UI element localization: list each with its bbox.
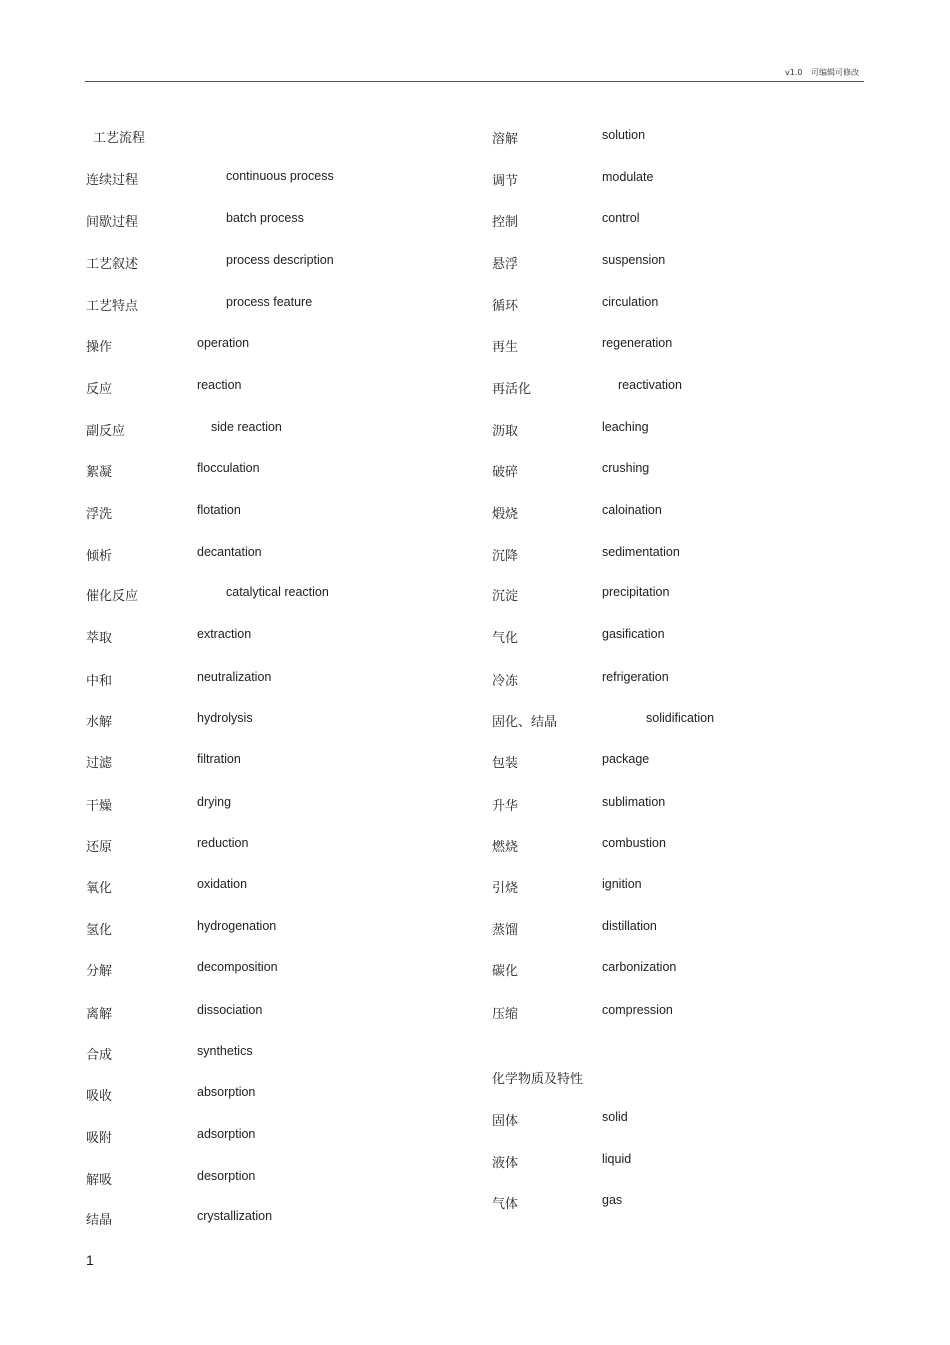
- term-en: combustion: [602, 836, 666, 850]
- term-zh: 中和: [86, 674, 113, 689]
- term-zh: 离解: [86, 1007, 113, 1022]
- term-en: compression: [602, 1003, 673, 1017]
- term-zh: 萃取: [86, 631, 113, 646]
- term-zh: 气体: [492, 1197, 519, 1212]
- term-zh: 吸附: [86, 1131, 113, 1146]
- term-en: package: [602, 752, 650, 766]
- term-en: flotation: [197, 503, 241, 517]
- term-zh: 煅烧: [492, 507, 519, 522]
- term-zh: 水解: [86, 715, 113, 730]
- term-en: modulate: [602, 170, 654, 184]
- term-zh: 控制: [492, 215, 519, 230]
- term-en: solidification: [646, 711, 715, 725]
- term-en: filtration: [197, 752, 241, 766]
- version-label: v1.0: [784, 68, 803, 77]
- term-en: suspension: [602, 253, 666, 267]
- left-section-title: 工艺流程: [93, 131, 146, 146]
- term-zh: 吸收: [86, 1089, 113, 1104]
- term-zh: 工艺特点: [86, 299, 139, 314]
- term-zh: 循环: [492, 299, 519, 314]
- term-en: decantation: [197, 545, 262, 559]
- right-section-title: 化学物质及特性: [492, 1072, 584, 1087]
- term-zh: 倾析: [86, 549, 113, 564]
- term-zh: 气化: [492, 631, 519, 646]
- term-zh: 悬浮: [492, 257, 519, 272]
- term-en: oxidation: [197, 877, 248, 891]
- term-en: ignition: [602, 877, 642, 891]
- term-en: operation: [197, 336, 250, 350]
- term-en: absorption: [197, 1085, 256, 1099]
- term-zh: 调节: [492, 174, 519, 189]
- term-en: crystallization: [197, 1209, 273, 1223]
- term-en: precipitation: [602, 585, 670, 599]
- term-zh: 催化反应: [86, 589, 139, 604]
- term-zh: 分解: [86, 964, 113, 979]
- term-en: batch process: [226, 211, 304, 225]
- term-zh: 合成: [86, 1048, 113, 1063]
- term-zh: 操作: [86, 340, 113, 355]
- term-en: catalytical reaction: [226, 585, 329, 599]
- term-zh: 连续过程: [86, 173, 139, 188]
- term-zh: 结晶: [86, 1213, 113, 1228]
- term-en: reactivation: [618, 378, 682, 392]
- term-zh: 溶解: [492, 132, 519, 147]
- term-zh: 升华: [492, 799, 519, 814]
- term-zh: 再生: [492, 340, 519, 355]
- term-en: side reaction: [211, 420, 282, 434]
- editable-note: 可编辑可修改: [811, 68, 859, 77]
- term-zh: 絮凝: [86, 465, 113, 480]
- term-zh: 还原: [86, 840, 113, 855]
- term-en: regeneration: [602, 336, 673, 350]
- term-zh: 浮洗: [86, 507, 113, 522]
- term-en: carbonization: [602, 960, 677, 974]
- term-zh: 冷冻: [492, 674, 519, 689]
- page-number: 1: [86, 1252, 94, 1268]
- term-zh: 氢化: [86, 923, 113, 938]
- term-en: control: [602, 211, 640, 225]
- term-en: leaching: [602, 420, 649, 434]
- header-rule: [85, 81, 864, 82]
- term-en: flocculation: [197, 461, 260, 475]
- term-zh: 过滤: [86, 756, 113, 771]
- term-zh: 解吸: [86, 1173, 113, 1188]
- term-en: drying: [197, 795, 232, 809]
- term-zh: 间歇过程: [86, 215, 139, 230]
- term-en: extraction: [197, 627, 252, 641]
- term-en: caloination: [602, 503, 662, 517]
- term-en: synthetics: [197, 1044, 253, 1058]
- term-en: desorption: [197, 1169, 256, 1183]
- term-en: reduction: [197, 836, 249, 850]
- term-en: neutralization: [197, 670, 272, 684]
- term-zh: 副反应: [86, 424, 126, 439]
- term-zh: 蒸馏: [492, 923, 519, 938]
- term-en: continuous process: [226, 169, 334, 183]
- term-zh: 沥取: [492, 424, 519, 439]
- term-en: gasification: [602, 627, 665, 641]
- term-zh: 沉淀: [492, 589, 519, 604]
- term-en: process description: [226, 253, 334, 267]
- term-en: adsorption: [197, 1127, 256, 1141]
- term-zh: 引烧: [492, 881, 519, 896]
- term-zh: 沉降: [492, 549, 519, 564]
- term-en: solution: [602, 128, 646, 142]
- term-en: hydrolysis: [197, 711, 253, 725]
- term-zh: 碳化: [492, 964, 519, 979]
- term-en: sublimation: [602, 795, 666, 809]
- term-en: crushing: [602, 461, 650, 475]
- term-en: liquid: [602, 1152, 632, 1166]
- term-zh: 氧化: [86, 881, 113, 896]
- term-en: circulation: [602, 295, 659, 309]
- term-en: solid: [602, 1110, 628, 1124]
- term-zh: 破碎: [492, 465, 519, 480]
- term-zh: 再活化: [492, 382, 532, 397]
- term-en: hydrogenation: [197, 919, 277, 933]
- term-en: sedimentation: [602, 545, 680, 559]
- page-header: [785, 67, 859, 78]
- term-en: decomposition: [197, 960, 278, 974]
- term-en: reaction: [197, 378, 242, 392]
- term-en: dissociation: [197, 1003, 263, 1017]
- term-zh: 液体: [492, 1156, 519, 1171]
- term-zh: 反应: [86, 382, 113, 397]
- term-zh: 压缩: [492, 1007, 519, 1022]
- term-en: distillation: [602, 919, 657, 933]
- term-en: refrigeration: [602, 670, 669, 684]
- term-en: process feature: [226, 295, 313, 309]
- term-zh: 包装: [492, 756, 519, 771]
- term-zh: 固体: [492, 1114, 519, 1129]
- term-zh: 固化、结晶: [492, 715, 558, 730]
- term-zh: 工艺叙述: [86, 257, 139, 272]
- term-zh: 干燥: [86, 799, 113, 814]
- term-zh: 燃烧: [492, 840, 519, 855]
- term-en: gas: [602, 1193, 623, 1207]
